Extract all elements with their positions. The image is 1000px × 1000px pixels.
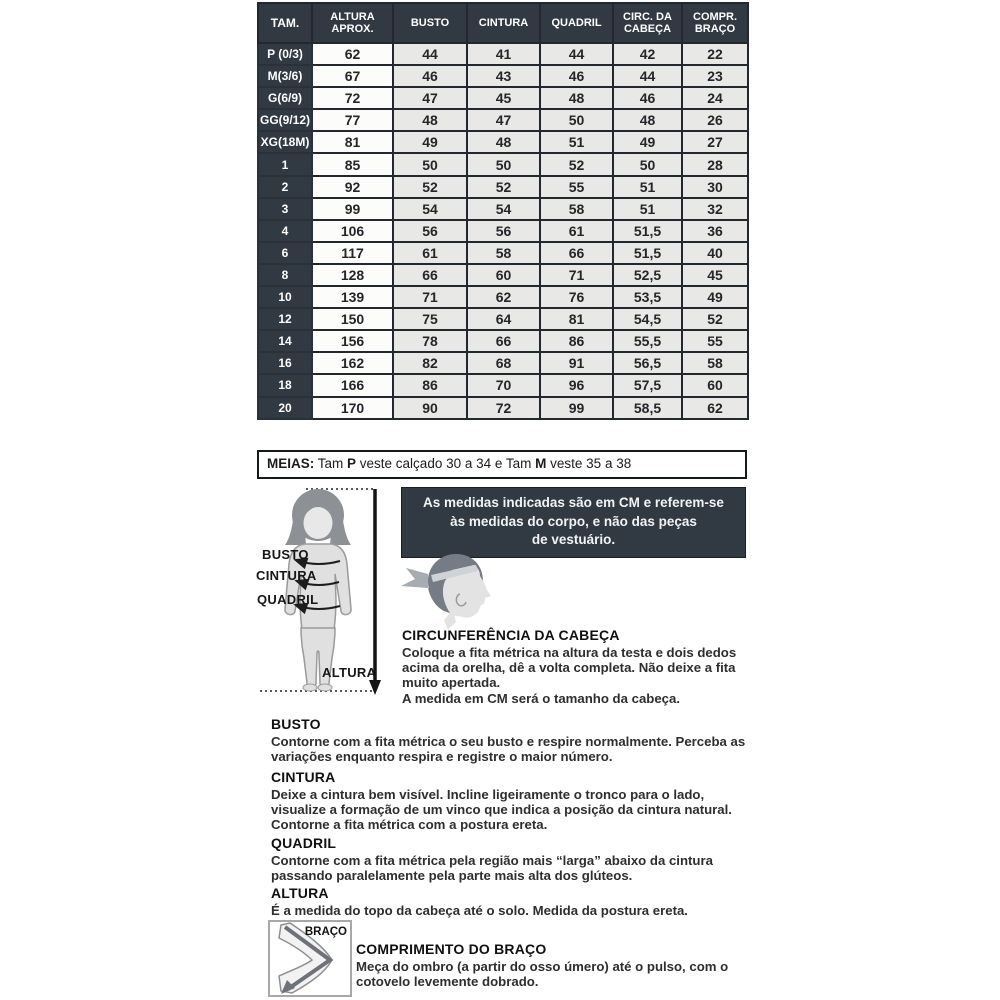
section-title: QUADRIL bbox=[271, 835, 337, 851]
table-cell: 60 bbox=[467, 264, 540, 286]
table-cell: 49 bbox=[393, 131, 467, 153]
socks-note bbox=[257, 450, 747, 479]
table-cell: 52 bbox=[540, 153, 613, 175]
table-cell: 62 bbox=[467, 286, 540, 308]
size-label: 3 bbox=[258, 198, 312, 220]
table-cell: 61 bbox=[393, 242, 467, 264]
table-cell: 76 bbox=[540, 286, 613, 308]
column-header: CINTURA bbox=[467, 3, 540, 43]
table-cell: 32 bbox=[682, 198, 748, 220]
table-cell: 45 bbox=[467, 87, 540, 109]
table-row bbox=[258, 397, 748, 419]
table-row bbox=[258, 87, 748, 109]
table-cell: 162 bbox=[312, 352, 393, 374]
table-cell: 40 bbox=[682, 242, 748, 264]
table-cell: 50 bbox=[613, 153, 682, 175]
section-head-circumference bbox=[402, 627, 754, 706]
table-cell: 86 bbox=[393, 374, 467, 396]
table-cell: 71 bbox=[393, 286, 467, 308]
size-label: 4 bbox=[258, 220, 312, 242]
table-cell: 85 bbox=[312, 153, 393, 175]
section-text: Contorne com a fita métrica o seu busto e respire normalmente. Perceba as variações enquanto respira e registre o maior número. bbox=[271, 734, 746, 765]
table-cell: 128 bbox=[312, 264, 393, 286]
size-label: 14 bbox=[258, 330, 312, 352]
table-cell: 58,5 bbox=[613, 397, 682, 419]
section-text: Meça do ombro (a partir do osso úmero) até o pulso, com o cotovelo levemente dobrado. bbox=[356, 959, 729, 990]
table-cell: 67 bbox=[312, 65, 393, 87]
table-cell: 56 bbox=[393, 220, 467, 242]
table-cell: 58 bbox=[467, 242, 540, 264]
table-row bbox=[258, 65, 748, 87]
socks-note-segment: Tam bbox=[314, 456, 348, 471]
table-row bbox=[258, 264, 748, 286]
table-cell: 156 bbox=[312, 330, 393, 352]
column-header: TAM. bbox=[258, 3, 312, 43]
table-cell: 99 bbox=[540, 397, 613, 419]
arm-figure bbox=[268, 920, 352, 997]
table-row bbox=[258, 330, 748, 352]
section-text: Coloque a fita métrica na altura da testa e dois dedos acima da orelha, dê a volta completa. Não deixe a fita muito apertada. bbox=[402, 645, 737, 691]
table-cell: 51,5 bbox=[613, 220, 682, 242]
size-label: 2 bbox=[258, 176, 312, 198]
table-row bbox=[258, 220, 748, 242]
socks-note-segment: veste 35 a 38 bbox=[546, 456, 632, 471]
table-cell: 99 bbox=[312, 198, 393, 220]
size-label: 18 bbox=[258, 374, 312, 396]
section-waist bbox=[271, 769, 751, 833]
table-cell: 50 bbox=[540, 109, 613, 131]
table-row bbox=[258, 176, 748, 198]
table-cell: 26 bbox=[682, 109, 748, 131]
table-row bbox=[258, 131, 748, 153]
head-figure bbox=[398, 550, 504, 632]
table-cell: 54 bbox=[467, 198, 540, 220]
table-header-row bbox=[258, 3, 748, 43]
table-cell: 66 bbox=[540, 242, 613, 264]
table-cell: 86 bbox=[540, 330, 613, 352]
column-header: COMPR. BRAÇO bbox=[682, 3, 748, 43]
section-arm-length bbox=[356, 941, 752, 989]
table-row bbox=[258, 109, 748, 131]
table-cell: 81 bbox=[312, 131, 393, 153]
table-cell: 58 bbox=[682, 352, 748, 374]
table-cell: 52,5 bbox=[613, 264, 682, 286]
note-line: de vestuário. bbox=[531, 532, 616, 547]
table-cell: 78 bbox=[393, 330, 467, 352]
table-cell: 42 bbox=[613, 43, 682, 65]
column-header: ALTURA APROX. bbox=[312, 3, 393, 43]
table-cell: 49 bbox=[613, 131, 682, 153]
table-cell: 48 bbox=[393, 109, 467, 131]
section-title: BUSTO bbox=[271, 716, 321, 732]
table-cell: 66 bbox=[467, 330, 540, 352]
section-title: CIRCUNFERÊNCIA DA CABEÇA bbox=[402, 627, 620, 643]
table-cell: 117 bbox=[312, 242, 393, 264]
table-cell: 72 bbox=[312, 87, 393, 109]
table-cell: 41 bbox=[467, 43, 540, 65]
table-cell: 150 bbox=[312, 308, 393, 330]
table-row bbox=[258, 153, 748, 175]
section-hip bbox=[271, 835, 751, 883]
table-cell: 50 bbox=[467, 153, 540, 175]
table-cell: 56,5 bbox=[613, 352, 682, 374]
socks-note-segment: P bbox=[347, 456, 357, 471]
section-text: Contorne com a fita métrica pela região mais “larga” abaixo da cintura passando paralelamente pela parte mais alta dos glúteos. bbox=[271, 853, 713, 884]
table-cell: 28 bbox=[682, 153, 748, 175]
size-label: 1 bbox=[258, 153, 312, 175]
table-cell: 61 bbox=[540, 220, 613, 242]
table-cell: 55 bbox=[540, 176, 613, 198]
table-cell: 54,5 bbox=[613, 308, 682, 330]
size-label: M(3/6) bbox=[258, 65, 312, 87]
table-cell: 56 bbox=[467, 220, 540, 242]
section-text: É a medida do topo da cabeça até o solo. Medida da postura ereta. bbox=[271, 903, 688, 918]
socks-note-segment: M bbox=[535, 456, 547, 471]
table-row bbox=[258, 43, 748, 65]
head-profile-icon bbox=[398, 550, 504, 632]
section-bust bbox=[271, 716, 751, 764]
table-cell: 139 bbox=[312, 286, 393, 308]
table-cell: 46 bbox=[393, 65, 467, 87]
size-label: 6 bbox=[258, 242, 312, 264]
table-row bbox=[258, 242, 748, 264]
table-cell: 62 bbox=[312, 43, 393, 65]
table-cell: 58 bbox=[540, 198, 613, 220]
note-line: As medidas indicadas são em CM e referem-se bbox=[423, 495, 724, 510]
table-cell: 27 bbox=[682, 131, 748, 153]
size-label: 16 bbox=[258, 352, 312, 374]
column-header: QUADRIL bbox=[540, 3, 613, 43]
table-cell: 54 bbox=[393, 198, 467, 220]
size-label: 12 bbox=[258, 308, 312, 330]
table-cell: 43 bbox=[467, 65, 540, 87]
table-cell: 96 bbox=[540, 374, 613, 396]
table-cell: 52 bbox=[393, 176, 467, 198]
table-cell: 24 bbox=[682, 87, 748, 109]
note-line: às medidas do corpo, e não das peças bbox=[450, 513, 697, 529]
size-label: GG(9/12) bbox=[258, 109, 312, 131]
size-label: G(6/9) bbox=[258, 87, 312, 109]
table-cell: 77 bbox=[312, 109, 393, 131]
table-cell: 48 bbox=[467, 131, 540, 153]
section-text: Deixe a cintura bem visível. Incline ligeiramente o tronco para o lado, visualize a formação de um vinco que indica a posição da cintura natural. Contorne a fita métrica com a postura ereta. bbox=[271, 787, 732, 833]
table-cell: 51 bbox=[613, 198, 682, 220]
section-title: CINTURA bbox=[271, 769, 336, 785]
table-cell: 30 bbox=[682, 176, 748, 198]
table-cell: 170 bbox=[312, 397, 393, 419]
table-cell: 44 bbox=[540, 43, 613, 65]
socks-note-segment: veste calçado 30 a 34 e Tam bbox=[356, 456, 536, 471]
table-cell: 50 bbox=[393, 153, 467, 175]
table-cell: 51 bbox=[540, 131, 613, 153]
size-table bbox=[257, 2, 749, 420]
table-cell: 92 bbox=[312, 176, 393, 198]
table-row bbox=[258, 198, 748, 220]
section-height bbox=[271, 885, 751, 918]
table-cell: 75 bbox=[393, 308, 467, 330]
table-row bbox=[258, 286, 748, 308]
table-cell: 46 bbox=[540, 65, 613, 87]
table-cell: 90 bbox=[393, 397, 467, 419]
table-cell: 166 bbox=[312, 374, 393, 396]
body-label-quadril: QUADRIL bbox=[257, 592, 319, 607]
table-cell: 52 bbox=[682, 308, 748, 330]
table-cell: 48 bbox=[613, 109, 682, 131]
section-title: COMPRIMENTO DO BRAÇO bbox=[356, 941, 547, 957]
table-cell: 46 bbox=[613, 87, 682, 109]
table-cell: 64 bbox=[467, 308, 540, 330]
body-label-busto: BUSTO bbox=[262, 547, 309, 562]
size-label: 20 bbox=[258, 397, 312, 419]
table-cell: 52 bbox=[467, 176, 540, 198]
body-label-altura: ALTURA bbox=[322, 665, 377, 680]
size-label: XG(18M) bbox=[258, 131, 312, 153]
table-cell: 49 bbox=[682, 286, 748, 308]
table-cell: 45 bbox=[682, 264, 748, 286]
section-text: A medida em CM será o tamanho da cabeça. bbox=[402, 690, 681, 706]
measurement-note-box bbox=[401, 487, 746, 558]
table-cell: 57,5 bbox=[613, 374, 682, 396]
section-title: ALTURA bbox=[271, 885, 329, 901]
table-cell: 82 bbox=[393, 352, 467, 374]
table-cell: 106 bbox=[312, 220, 393, 242]
table-cell: 81 bbox=[540, 308, 613, 330]
table-cell: 55 bbox=[682, 330, 748, 352]
table-cell: 51,5 bbox=[613, 242, 682, 264]
table-cell: 71 bbox=[540, 264, 613, 286]
table-cell: 62 bbox=[682, 397, 748, 419]
table-row bbox=[258, 352, 748, 374]
table-cell: 72 bbox=[467, 397, 540, 419]
socks-note-segment: MEIAS: bbox=[267, 456, 315, 471]
table-cell: 70 bbox=[467, 374, 540, 396]
table-cell: 53,5 bbox=[613, 286, 682, 308]
column-header: BUSTO bbox=[393, 3, 467, 43]
table-cell: 66 bbox=[393, 264, 467, 286]
table-row bbox=[258, 374, 748, 396]
size-label: 8 bbox=[258, 264, 312, 286]
column-header: CIRC. DA CABEÇA bbox=[613, 3, 682, 43]
body-label-cintura: CINTURA bbox=[256, 568, 317, 583]
table-cell: 44 bbox=[613, 65, 682, 87]
table-cell: 47 bbox=[393, 87, 467, 109]
size-label: 10 bbox=[258, 286, 312, 308]
table-cell: 48 bbox=[540, 87, 613, 109]
body-figure bbox=[254, 482, 388, 714]
arm-box-label: BRAÇO bbox=[304, 926, 347, 938]
table-cell: 91 bbox=[540, 352, 613, 374]
table-cell: 22 bbox=[682, 43, 748, 65]
table-cell: 51 bbox=[613, 176, 682, 198]
table-cell: 55,5 bbox=[613, 330, 682, 352]
table-cell: 47 bbox=[467, 109, 540, 131]
table-cell: 60 bbox=[682, 374, 748, 396]
table-row bbox=[258, 308, 748, 330]
table-cell: 44 bbox=[393, 43, 467, 65]
table-cell: 23 bbox=[682, 65, 748, 87]
table-cell: 36 bbox=[682, 220, 748, 242]
size-label: P (0/3) bbox=[258, 43, 312, 65]
table-cell: 68 bbox=[467, 352, 540, 374]
